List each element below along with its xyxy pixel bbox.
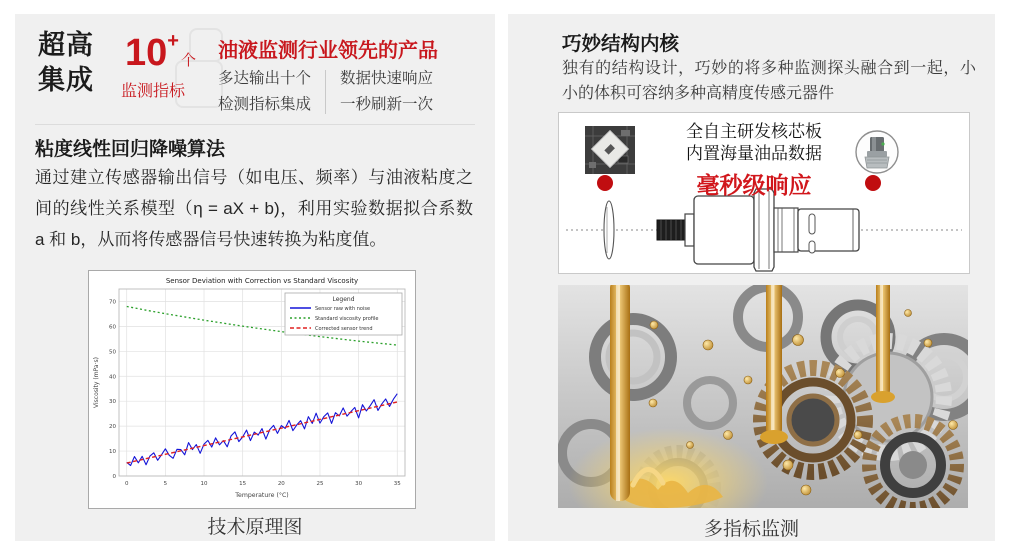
viscosity-regression-chart <box>88 270 416 509</box>
diaphragm-disc <box>604 201 614 259</box>
hex-nut <box>754 189 774 271</box>
svg-text:15: 15 <box>239 481 247 487</box>
badge-number-row <box>125 30 196 73</box>
structure-core-title: 巧妙结构内核 <box>562 33 680 55</box>
gears-oil-photo <box>558 285 968 508</box>
svg-text:0: 0 <box>124 481 129 487</box>
badge-number: 10 <box>125 32 168 74</box>
indicator-count-badge <box>115 28 227 112</box>
svg-text:70: 70 <box>109 299 116 306</box>
svg-text:20: 20 <box>109 424 116 431</box>
badge-label: 监测指标 <box>121 83 186 100</box>
svg-text:25: 25 <box>316 481 324 487</box>
core-chip-photo <box>585 126 635 174</box>
right-caption: 多指标监测 <box>703 519 799 540</box>
right-panel-structure-core <box>508 14 995 541</box>
gears-oil-illustration <box>558 285 968 508</box>
svg-text:Legend: Legend <box>332 296 355 303</box>
algorithm-title: 粘度线性回归降噪算法 <box>35 139 226 160</box>
feature-columns <box>218 66 433 118</box>
svg-text:0: 0 <box>112 474 116 480</box>
chart-plot-area <box>89 271 415 508</box>
chip-pointer-dot <box>597 175 613 191</box>
title-line2: 集成 <box>38 65 94 95</box>
panel-title-ultra-integration <box>38 28 94 98</box>
left-panel-ultra-integration <box>15 14 495 541</box>
section-divider <box>35 124 475 125</box>
svg-text:Temperature (°C): Temperature (°C) <box>235 492 289 499</box>
probe-led <box>881 142 884 145</box>
probe-slot-lower <box>809 241 815 253</box>
millisecond-response-label: 毫秒级响应 <box>696 172 812 198</box>
sensor-body <box>694 196 754 264</box>
algorithm-description: 通过建立传感器输出信号（如电压、频率）与油液粘度之间的线性关系模型（η = aX + b)，利用实验数据拟合系数 a 和 b，从而将传感器信号快速转换为粘度值。 <box>35 168 473 249</box>
industry-leading-headline: 油液监测行业领先的产品 <box>218 40 438 62</box>
title-line1: 超高 <box>38 30 94 60</box>
svg-text:Sensor raw with noise: Sensor raw with noise <box>315 306 371 312</box>
diagram-caption-text: 全自主研发核芯板 内置海量油品数据 <box>686 122 822 163</box>
probe-element-photo <box>853 129 901 176</box>
connector-collar <box>685 214 694 246</box>
svg-text:Sensor Deviation with Correcti: Sensor Deviation with Correction vs Standard Viscosity <box>165 277 359 285</box>
badge-plus-sign: + <box>167 30 179 52</box>
feature-fast-response: 数据快速响应 一秒刷新一次 <box>340 70 434 113</box>
probe-slot-upper <box>809 214 815 234</box>
feature-output-indicators: 多达输出十个 检测指标集成 <box>218 70 312 113</box>
svg-text:Corrected sensor trend: Corrected sensor trend <box>315 326 373 332</box>
sensor-structure-diagram <box>558 112 970 274</box>
svg-text:20: 20 <box>277 481 285 487</box>
left-caption: 技术原理图 <box>207 517 303 538</box>
svg-text:30: 30 <box>355 481 363 487</box>
svg-text:35: 35 <box>393 481 401 487</box>
probe-cylinder <box>798 209 859 251</box>
structure-core-description: 独有的结构设计，巧妙的将多种监测探头融合到一起，小小的体积可容纳多种高精度传感元器件 <box>562 60 976 102</box>
svg-text:Standard viscosity profile: Standard viscosity profile <box>315 316 379 322</box>
thread-section <box>774 208 798 252</box>
badge-unit: 个 <box>180 52 196 69</box>
svg-text:10: 10 <box>109 449 116 456</box>
svg-text:50: 50 <box>109 349 116 356</box>
svg-text:5: 5 <box>163 481 168 487</box>
feature-divider <box>325 70 326 114</box>
svg-text:30: 30 <box>109 399 116 406</box>
probe-pointer-dot <box>865 175 881 191</box>
svg-text:40: 40 <box>109 374 116 381</box>
svg-text:60: 60 <box>109 324 116 331</box>
svg-text:10: 10 <box>200 481 208 487</box>
svg-text:Viscosity (mPa·s): Viscosity (mPa·s) <box>93 357 100 408</box>
